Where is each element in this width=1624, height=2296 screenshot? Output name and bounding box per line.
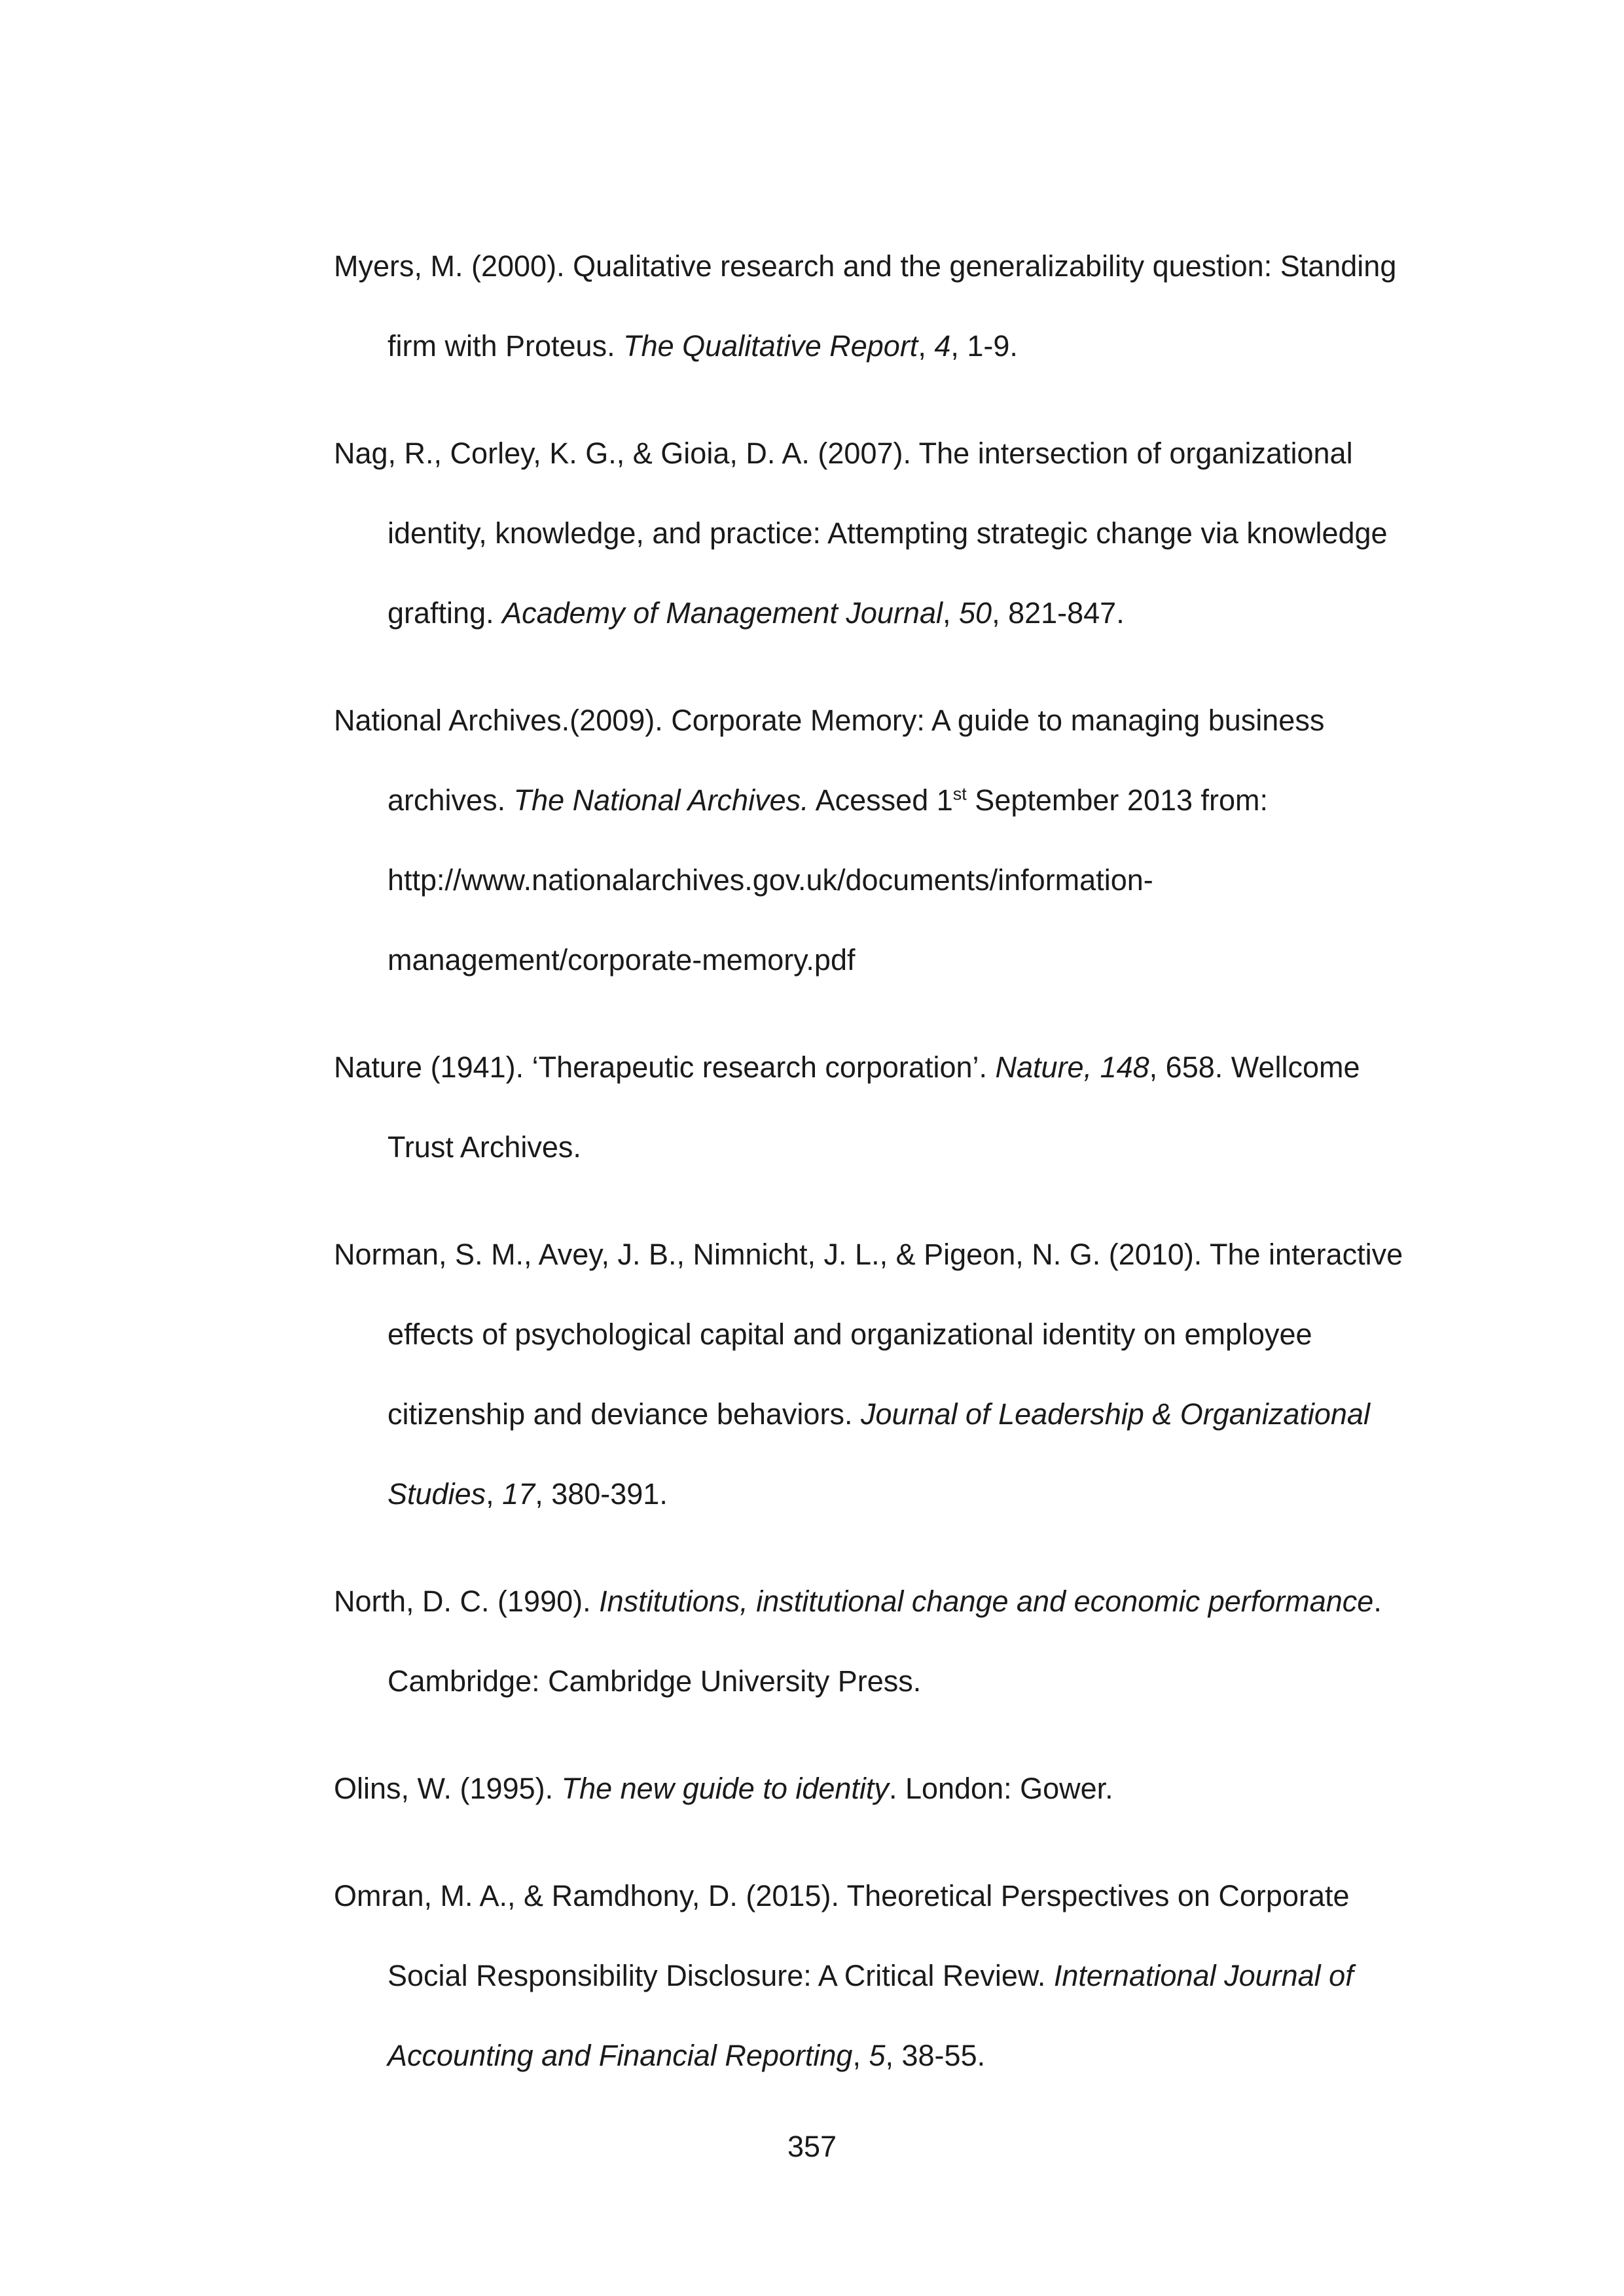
reference-text: Norman, S. M., Avey, J. B., Nimnicht, J. L., & Pigeon, N. G. (2010). The interactive	[334, 1238, 1403, 1271]
reference-text: , 821-847.	[992, 596, 1125, 630]
reference-line	[334, 414, 1447, 493]
reference-text: ,	[942, 596, 959, 630]
reference-text: management/corporate-memory.pdf	[388, 943, 856, 977]
reference-text: , 380-391.	[535, 1477, 668, 1511]
reference-text: Omran, M. A., & Ramdhony, D. (2015). Theoretical Perspectives on Corporate	[334, 1879, 1350, 1912]
italic-text: The Qualitative Report	[623, 329, 918, 363]
reference-line	[334, 1749, 1447, 1829]
italic-text: Studies	[388, 1477, 486, 1511]
reference-text: grafting.	[388, 596, 503, 630]
reference-line	[388, 306, 1447, 386]
italic-text: 4	[934, 329, 951, 363]
reference-line	[388, 920, 1447, 1000]
page-number: 357	[787, 2130, 837, 2163]
italic-text: 17	[502, 1477, 535, 1511]
reference-text: effects of psychological capital and organizational identity on employee	[388, 1318, 1312, 1351]
reference-entry	[334, 1215, 1447, 1534]
reference-text: ,	[852, 2039, 869, 2072]
reference-entry	[334, 226, 1447, 386]
reference-line	[388, 1936, 1447, 2016]
italic-text: 5	[869, 2039, 886, 2072]
reference-text: North, D. C. (1990).	[334, 1585, 600, 1618]
italic-text: Nature, 148	[995, 1050, 1149, 1084]
italic-text: International Journal of	[1053, 1959, 1354, 1992]
reference-line	[388, 1374, 1447, 1454]
reference-entry	[334, 1562, 1447, 1721]
reference-text: Trust Archives.	[388, 1130, 581, 1164]
reference-text: , 1-9.	[950, 329, 1018, 363]
reference-text: ,	[486, 1477, 503, 1511]
reference-text: September 2013 from:	[966, 783, 1269, 817]
reference-entry	[334, 681, 1447, 1000]
reference-text: http://www.nationalarchives.gov.uk/documents/information-	[388, 863, 1153, 897]
reference-line	[334, 1562, 1447, 1641]
reference-text: Cambridge: Cambridge University Press.	[388, 1664, 922, 1698]
reference-line	[388, 1295, 1447, 1374]
reference-text: Social Responsibility Disclosure: A Critical Review.	[388, 1959, 1054, 1992]
reference-text: firm with Proteus.	[388, 329, 624, 363]
reference-text: Acessed 1	[808, 783, 953, 817]
reference-text: . London: Gower.	[888, 1772, 1113, 1805]
italic-text: 50	[959, 596, 992, 630]
reference-text: Nag, R., Corley, K. G., & Gioia, D. A. (2007). The intersection of organizational	[334, 437, 1353, 470]
reference-text: Olins, W. (1995).	[334, 1772, 562, 1805]
reference-line	[334, 1215, 1447, 1295]
italic-text: Accounting and Financial Reporting	[388, 2039, 853, 2072]
reference-entry	[334, 1856, 1447, 2096]
reference-text: identity, knowledge, and practice: Attempting strategic change via knowledge	[388, 516, 1388, 550]
reference-line	[388, 1107, 1447, 1187]
reference-text: , 658. Wellcome	[1149, 1050, 1360, 1084]
reference-entry	[334, 1749, 1447, 1829]
superscript-text: st	[952, 784, 967, 804]
reference-text: archives.	[388, 783, 514, 817]
italic-text: Institutions, institutional change and economic performance	[599, 1585, 1374, 1618]
reference-line	[334, 226, 1447, 306]
reference-text: ,	[918, 329, 935, 363]
reference-list	[334, 226, 1447, 2123]
reference-line	[388, 493, 1447, 573]
reference-line	[388, 2016, 1447, 2096]
reference-text: .	[1373, 1585, 1382, 1618]
italic-text: Journal of Leadership & Organizational	[860, 1397, 1370, 1431]
italic-text: Academy of Management Journal	[502, 596, 943, 630]
reference-text: Nature (1941). ‘Therapeutic research corporation’.	[334, 1050, 996, 1084]
reference-line	[388, 761, 1447, 840]
reference-text: National Archives.(2009). Corporate Memory: A guide to managing business	[334, 704, 1325, 737]
italic-text: The National Archives.	[513, 783, 809, 817]
reference-line	[388, 573, 1447, 653]
italic-text: The new guide to identity	[561, 1772, 889, 1805]
reference-line	[388, 1641, 1447, 1721]
reference-entry	[334, 1028, 1447, 1187]
reference-text: Myers, M. (2000). Qualitative research and the generalizability question: Standing	[334, 249, 1397, 283]
reference-text: citizenship and deviance behaviors.	[388, 1397, 861, 1431]
reference-line	[388, 840, 1447, 920]
reference-line	[334, 681, 1447, 761]
reference-text: , 38-55.	[885, 2039, 986, 2072]
reference-line	[334, 1856, 1447, 1936]
reference-entry	[334, 414, 1447, 653]
reference-line	[334, 1028, 1447, 1107]
reference-line	[388, 1454, 1447, 1534]
